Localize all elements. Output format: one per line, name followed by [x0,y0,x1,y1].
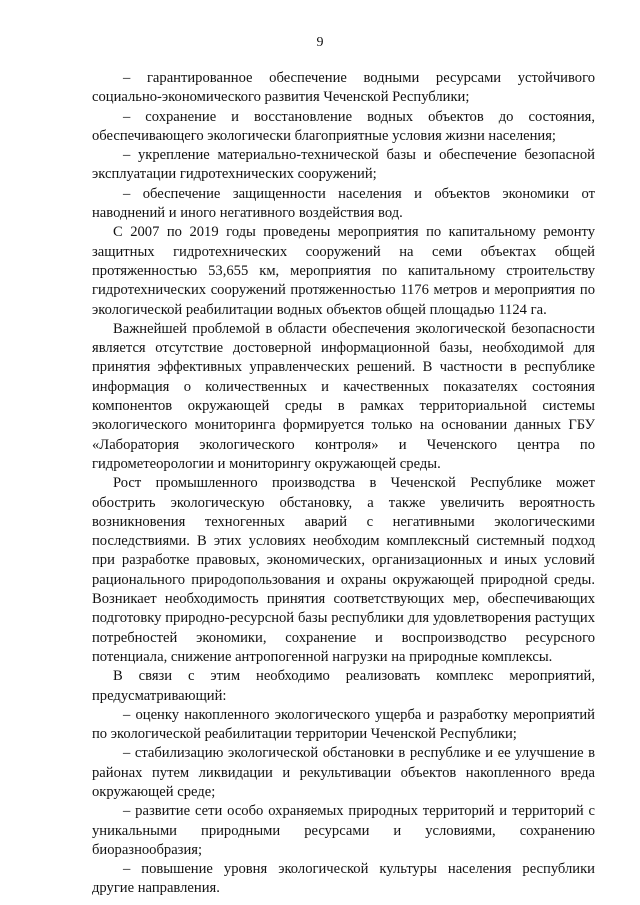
list-item: – повышение уровня экологической культуры населения республики другие направления. [92,861,595,897]
paragraph: С 2007 по 2019 годы проведены мероприятия по капитальному ремонту защитных гидротехнических сооружений на семи объектах общей протяженностью 53,655 км, мероприятия по капитальному строительству гидротехнических сооружений протяженностью 1176 метров и мероприятия по экологической реабилитации водных объектов общей площадью 1124 га. [92,224,595,318]
list-item: – обеспечение защищенности населения и объектов экономики от наводнений и иного негативного воздействия вод. [92,185,595,222]
page-number: 9 [316,35,324,50]
list-item: – укрепление материально-технической базы и обеспечение безопасной эксплуатации гидротехнических сооружений; [92,147,595,183]
document-body [92,69,595,899]
list-item: – гарантированное обеспечение водными ресурсами устойчивого социально-экономического развития Чеченской Республики; [92,70,595,106]
paragraph: Важнейшей проблемой в области обеспечения экологической безопасности является отсутствие достоверной информационной базы, необходимой для принятия эффективных управленческих решений. В частности в республике информация о количественных и качественных показателях состояния компонентов окружающей среды в рамках территориальной системы экологического мониторинга формируется только на основании данных ГБУ «Лаборатория экологического контроля» и Чеченского центра по гидрометеорологии и мониторингу окружающей среды. [92,320,595,472]
list-item: – стабилизацию экологической обстановки в республике и ее улучшение в районах путем ликвидации и рекультивации объектов накопленного вреда окружающей среде; [92,745,595,800]
list-item: – оценку накопленного экологического ущерба и разработку мероприятий по экологической реабилитации территории Чеченской Республики; [92,706,595,743]
list-item: – сохранение и восстановление водных объектов до состояния, обеспечивающего экологически благоприятные условия жизни населения; [92,108,595,144]
list-item: – развитие сети особо охраняемых природных территорий и территорий с уникальными природными ресурсами и условиями, сохранению биоразнообразия; [92,803,595,858]
paragraph: Рост промышленного производства в Чеченской Республике может обострить экологическую обстановку, а также увеличить вероятность возникновения техногенных аварий с негативными экологическими последствиями. В этих условиях необходим комплексный системный подход при разработке правовых, экономических, организационных и иных условий рационального природопользования и охраны окружающей природной среды. Возникает необходимость принятия соответствующих мер, обеспечивающих подготовку природно-ресурсной базы республики для удовлетворения растущих потребностей экономики, сохранение и воспроизводство ресурсного потенциала, снижение антропогенной нагрузки на природные комплексы. [92,475,595,665]
paragraph: В связи с этим необходимо реализовать комплекс мероприятий, предусматривающий: [92,668,595,704]
